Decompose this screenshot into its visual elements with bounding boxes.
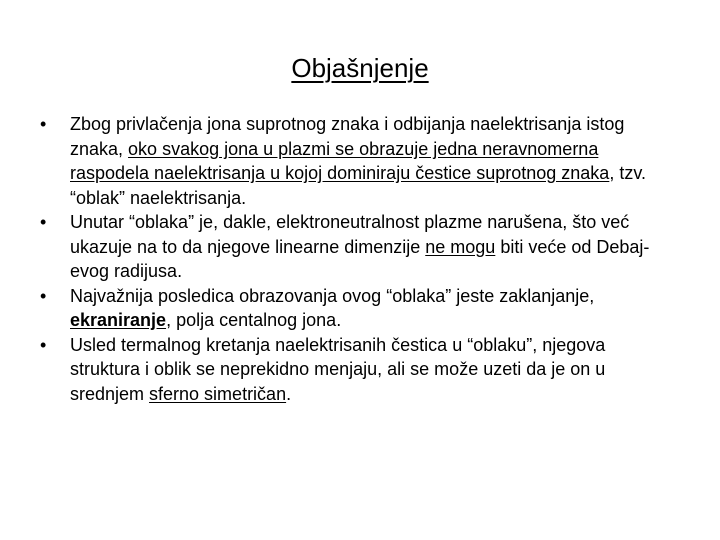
bullet-dot-icon: •: [40, 212, 47, 232]
bullet-item: [40, 284, 680, 333]
emphasized-phrase: ekraniranje: [70, 310, 167, 330]
bullet-text: Najvažnija posledica obrazovanja ovog “oblaka” jeste zaklanjanje,: [70, 285, 595, 306]
bullet-item: [40, 112, 680, 210]
bullet-list: [40, 112, 680, 406]
bullet-text: .: [286, 383, 292, 404]
bullet-text: , tzv. “oblak” naelektrisanja.: [70, 163, 646, 208]
bullet-text: Unutar “oblaka” je, dakle, elektroneutralnost plazme narušena, što već ukazuje na to da njegove linearne dimenzije: [70, 212, 630, 257]
bullet-item: [40, 210, 680, 284]
underlined-phrase: ne mogu: [425, 236, 496, 257]
bullet-text: biti veće od Debaj-evog radijusa.: [70, 236, 650, 281]
bullet-text: Zbog privlačenja jona suprotnog znaka i odbijanja naelektrisanja istog znaka,: [70, 114, 625, 159]
slide-title-text: Objašnjenje: [291, 53, 429, 83]
bullet-item: [40, 333, 680, 407]
bullet-text: , polja centalnog jona.: [166, 310, 342, 330]
underlined-phrase: sferno simetričan: [149, 383, 287, 404]
bullet-text: Usled termalnog kretanja naelektrisanih čestica u “oblaku”, njegova struktura i oblik se neprekidno menjaju, ali se može uzeti da je on u srednjem: [70, 334, 606, 404]
underlined-phrase: oko svakog jona u plazmi se obrazuje jedna neravnomerna raspodela naelektrisanja u kojoj dominiraju čestice suprotnog znaka: [70, 138, 610, 183]
bullet-dot-icon: •: [40, 114, 47, 134]
slide-title: [0, 48, 720, 88]
bullet-dot-icon: •: [40, 285, 47, 306]
bullet-dot-icon: •: [40, 334, 47, 355]
